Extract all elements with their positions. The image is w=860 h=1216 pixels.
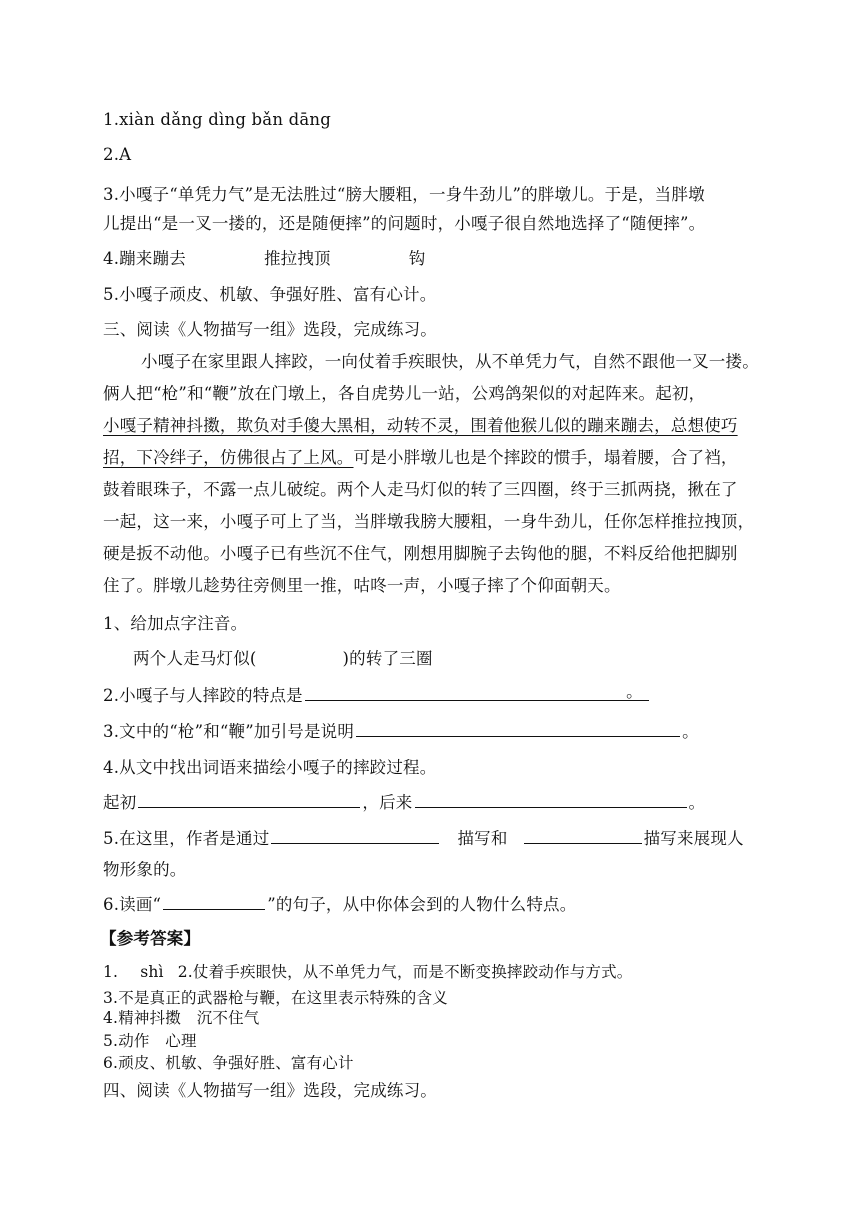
answer-5: 5.小嘎子顽皮、机敏、争强好胜、富有心计。 <box>103 285 437 304</box>
answer-1-pinyin: 1.xiàn dǎng dìng bǎn dāng <box>103 110 331 129</box>
passage-line-5: 鼓着眼珠子，不露一点儿破绽。两个人走马灯似的转了三四圈，终于三抓两挠，揪在了 <box>103 480 738 499</box>
section-3-heading: 三、阅读《人物描写一组》选段，完成练习。 <box>103 320 437 339</box>
answer-3-line-1: 3.小嘎子“单凭力气”是无法胜过“膀大腰粗，一身牛劲儿”的胖墩儿。于是，当胖墩 <box>103 185 705 204</box>
reference-4: 4.精神抖擞 沉不住气 <box>103 1009 260 1027</box>
answer-blank-5a[interactable] <box>271 827 439 844</box>
answer-blank-4a[interactable] <box>138 791 360 808</box>
question-4: 4.从文中找出词语来描绘小嘎子的摔跤过程。 <box>103 758 437 777</box>
question-1-prompt: 两个人走马灯似( )的转了三圈 <box>133 649 433 668</box>
answer-3-line-2: 儿提出“是一叉一搂的，还是随便摔”的问题时，小嘎子很自然地选择了“随便摔”。 <box>103 214 706 233</box>
question-4-blanks: 起初 ，后来 。 <box>103 793 706 812</box>
answer-blank-3[interactable] <box>356 720 680 737</box>
answer-blank-5b[interactable] <box>524 827 642 844</box>
question-5-cont: 物形象的。 <box>103 860 187 879</box>
question-6: 6.读画“ ”的句子，从中你体会到的人物什么特点。 <box>103 895 577 914</box>
passage-underlined-sentence-end: 招，下冷绊子，仿佛很占了上风。 <box>103 448 354 467</box>
reference-1-2: 1. shì 2.仗着手疾眼快，从不单凭力气，而是不断变换摔跤动作与方式。 <box>103 963 633 981</box>
reference-3: 3.不是真正的武器枪与鞭，在这里表示特殊的含义 <box>103 989 448 1007</box>
answer-blank-6[interactable] <box>163 893 265 910</box>
answer-4-word-1: 4.蹦来蹦去 <box>103 249 186 268</box>
reference-5: 5.动作 心理 <box>103 1032 197 1050</box>
question-5: 5.在这里，作者是通过 描写和 描写来展现人 <box>103 829 744 848</box>
passage-line-3-underlined: 小嘎子精神抖擞，欺负对手傻大黑相，动转不灵，围着他猴儿似的蹦来蹦去，总想使巧 <box>103 416 738 435</box>
passage-line-2: 俩人把“枪”和“鞭”放在门墩上，各自虎势儿一站，公鸡鸽架似的对起阵来。起初， <box>103 384 706 403</box>
answer-2: 2.A <box>103 145 132 164</box>
answer-blank-4b[interactable] <box>415 791 687 808</box>
passage-line-1: 小嘎子在家里跟人摔跤，一向仗着手疾眼快，从不单凭力气，自然不跟他一叉一搂。 <box>141 352 759 371</box>
answer-4-word-3: 钩 <box>408 249 426 268</box>
question-1: 1、给加点字注音。 <box>103 614 248 633</box>
passage-line-8: 住了。胖墩儿趁势往旁侧里一推，咕咚一声，小嘎子摔了个仰面朝天。 <box>103 576 621 595</box>
answer-4 <box>103 245 425 269</box>
passage-line-7: 硬是扳不动他。小嘎子已有些沉不住气，刚想用脚腕子去钩他的腿，不料反给他把脚别 <box>103 544 738 563</box>
answer-blank-2[interactable]: 。 <box>305 684 649 701</box>
answer-4-word-2: 推拉拽顶 <box>263 249 331 268</box>
reference-6: 6.顽皮、机敏、争强好胜、富有心计 <box>103 1054 354 1072</box>
section-4-heading: 四、阅读《人物描写一组》选段，完成练习。 <box>103 1081 437 1100</box>
question-2: 2.小嘎子与人摔跤的特点是 。 <box>103 682 651 706</box>
reference-answers-heading: 【参考答案】 <box>100 929 201 948</box>
passage-line-4 <box>103 444 738 468</box>
passage-line-6: 一起，这一来，小嘎子可上了当，当胖墩我膀大腰粗，一身牛劲儿，任你怎样推拉拽顶， <box>103 512 755 531</box>
question-3: 3.文中的“枪”和“鞭”加引号是说明 。 <box>103 722 699 741</box>
passage-line-4-rest: 可是小胖墩儿也是个摔跤的惯手，塌着腰，合了裆， <box>353 448 738 467</box>
